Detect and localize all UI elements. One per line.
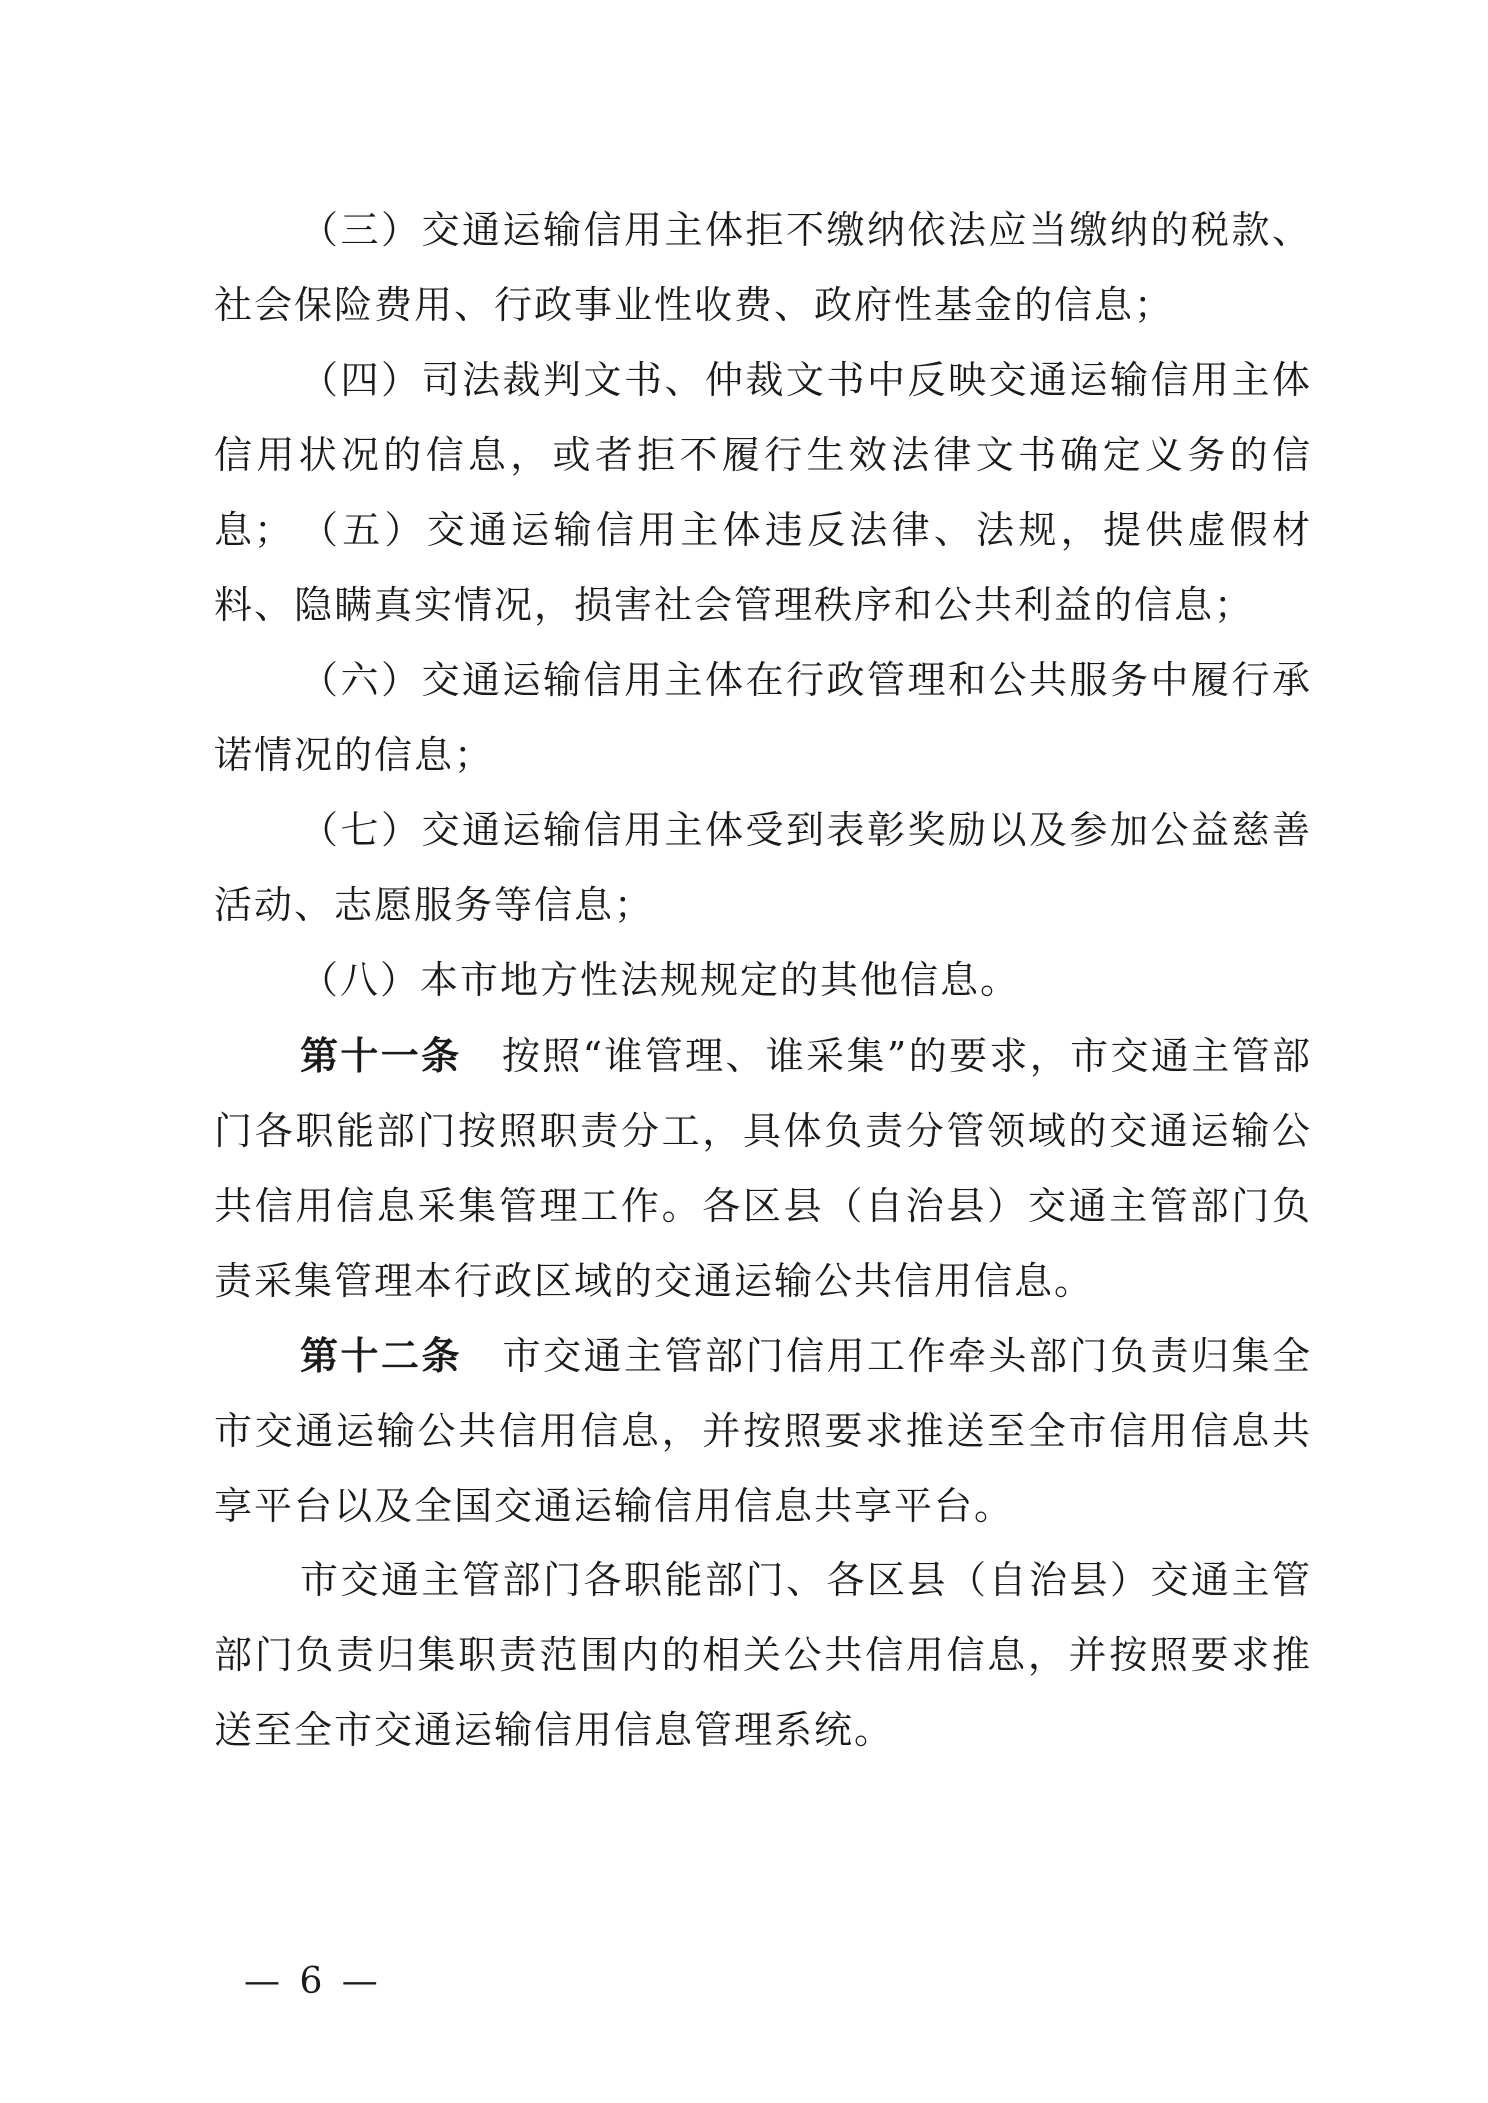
article-11-label: 第十一条 bbox=[300, 1033, 462, 1078]
article-11 bbox=[214, 1018, 1312, 1319]
article-12 bbox=[214, 1318, 1312, 1544]
article-12-text: 市交通主管部门信用工作牵头部门负责归集全市交通运输公共信用信息，并按照要求推送至全市信用信息共享平台以及全国交通运输信用信息共享平台。 bbox=[214, 1334, 1312, 1528]
paragraph-item-6: （六）交通运输信用主体在行政管理和公共服务中履行承诺情况的信息； bbox=[214, 658, 1312, 777]
paragraph-item-7: （七）交通运输信用主体受到表彰奖励以及参加公益慈善活动、志愿服务等信息； bbox=[214, 808, 1312, 927]
page-number: — 6 — bbox=[244, 1961, 382, 2002]
paragraph-item-3: （三）交通运输信用主体拒不缴纳依法应当缴纳的税款、社会保险费用、行政事业性收费、政府性基金的信息； bbox=[214, 208, 1312, 327]
paragraph-item-8: （八）本市地方性法规规定的其他信息。 bbox=[300, 958, 1021, 1002]
paragraph-continuation: 市交通主管部门各职能部门、各区县（自治县）交通主管部门负责归集职责范围内的相关公共信用信息，并按照要求推送至全市交通运输信用信息管理系统。 bbox=[214, 1558, 1312, 1752]
paragraph-item-5: （五）交通运输信用主体违反法律、法规，提供虚假材料、隐瞒真实情况，损害社会管理秩序和公共利益的信息； bbox=[214, 508, 1312, 627]
article-11-text: 按照“谁管理、谁采集”的要求，市交通主管部门各职能部门按照职责分工，具体负责分管领域的交通运输公共信用信息采集管理工作。各区县（自治县）交通主管部门负责采集管理本行政区域的交通运输公共信用信息。 bbox=[214, 1034, 1312, 1303]
paragraph-item-4: （四）司法裁判文书、仲裁文书中反映交通运输信用主体信用状况的信息，或者拒不履行生效法律文书确定义务的信息； bbox=[214, 358, 1312, 552]
article-12-label: 第十二条 bbox=[300, 1333, 462, 1378]
